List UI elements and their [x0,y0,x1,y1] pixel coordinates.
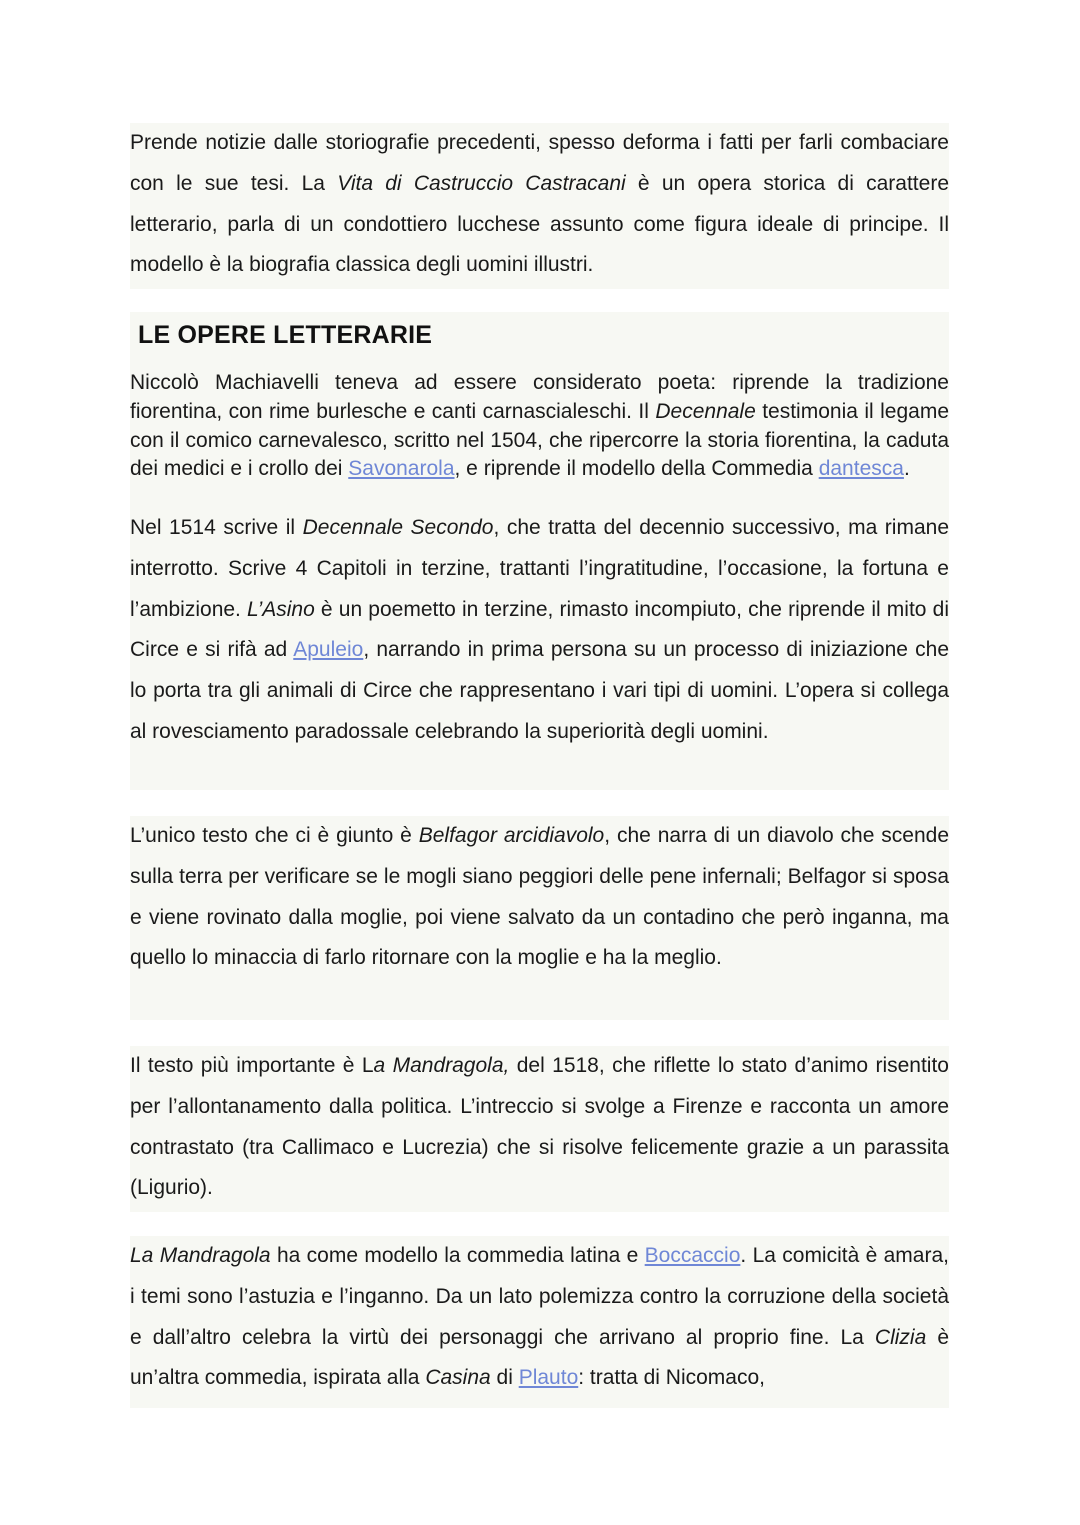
paragraph-mandragola [130,1046,949,1212]
link-boccaccio[interactable]: Boccaccio [644,1244,741,1267]
paragraph-storiografia [130,123,949,289]
paragraph-text: La Mandragola ha come modello la commedia latina e Boccaccio. La comicità è amara, i temi sono l’astuzia e l’inganno. Da un lato polemizza contro la corruzione della società e dall’altro celebra la virtù dei personaggi che arrivano al proprio fine. La Clizia è un’altra commedia, ispirata alla Casina di Plauto: tratta di Nicomaco, [130,1244,949,1390]
paragraph-text: Nel 1514 scrive il Decennale Secondo, che tratta del decennio successivo, ma rimane interrotto. Scrive 4 Capitoli in terzine, trattanti l’ingratitudine, l’occasione, la fortuna e l’ambizione. L’Asino è un poemetto in terzine, rimasto incompiuto, che riprende il mito di Circe e si rifà ad Apuleio, narrando in prima persona su un processo di iniziazione che lo porta tra gli animali di Circe che rappresentano i vari tipi di uomini. L’opera si collega al rovesciamento paradossale celebrando la superiorità degli uomini. [130,516,949,743]
link-savonarola[interactable]: Savonarola [348,457,455,481]
paragraph-text: Prende notizie dalle storiografie precedenti, spesso deforma i fatti per farli combaciare con le sue tesi. La Vita di Castruccio Castracani è un opera storica di carattere letterario, parla di un condottiero lucchese assunto come figura ideale di principe. Il modello è la biografia classica degli uomini illustri. [130,131,949,277]
section-heading-block [130,312,949,372]
link-dantesca[interactable]: dantesca [818,457,904,481]
paragraph-poeta [130,369,949,513]
paragraph-belfagor [130,816,949,1020]
paragraph-text: L’unico testo che ci è giunto è Belfagor arcidiavolo, che narra di un diavolo che scende sulla terra per verificare se le mogli siano peggiori delle pene infernali; Belfagor si sposa e viene rovinato dalla moglie, poi viene salvato da un contadino che però inganna, ma quello lo minaccia di farlo ritornare con la moglie e ha la meglio. [130,824,950,970]
link-plauto[interactable]: Plauto [518,1366,579,1390]
paragraph-mandragola-modello [130,1236,949,1408]
paragraph-text: Niccolò Machiavelli teneva ad essere considerato poeta: riprende la tradizione fiorentina, con rime burlesche e canti carnascialeschi. Il Decennale testimonia il legame con il comico carnevalesco, scritto nel 1504, che ripercorre la storia fiorentina, la caduta dei medici e i crollo dei Savonarola, e riprende il modello della Commedia dantesca. [130,371,949,481]
section-heading: LE OPERE LETTERARIE [138,321,433,349]
paragraph-decennale-secondo [130,508,949,790]
paragraph-text: Il testo più importante è La Mandragola, del 1518, che riflette lo stato d’animo risentito per l’allontanamento dalla politica. L’intreccio si svolge a Firenze e racconta un amore contrastato (tra Callimaco e Lucrezia) che si risolve felicemente grazie a un parassita (Ligurio). [130,1054,949,1200]
link-apuleio[interactable]: Apuleio [293,638,364,662]
